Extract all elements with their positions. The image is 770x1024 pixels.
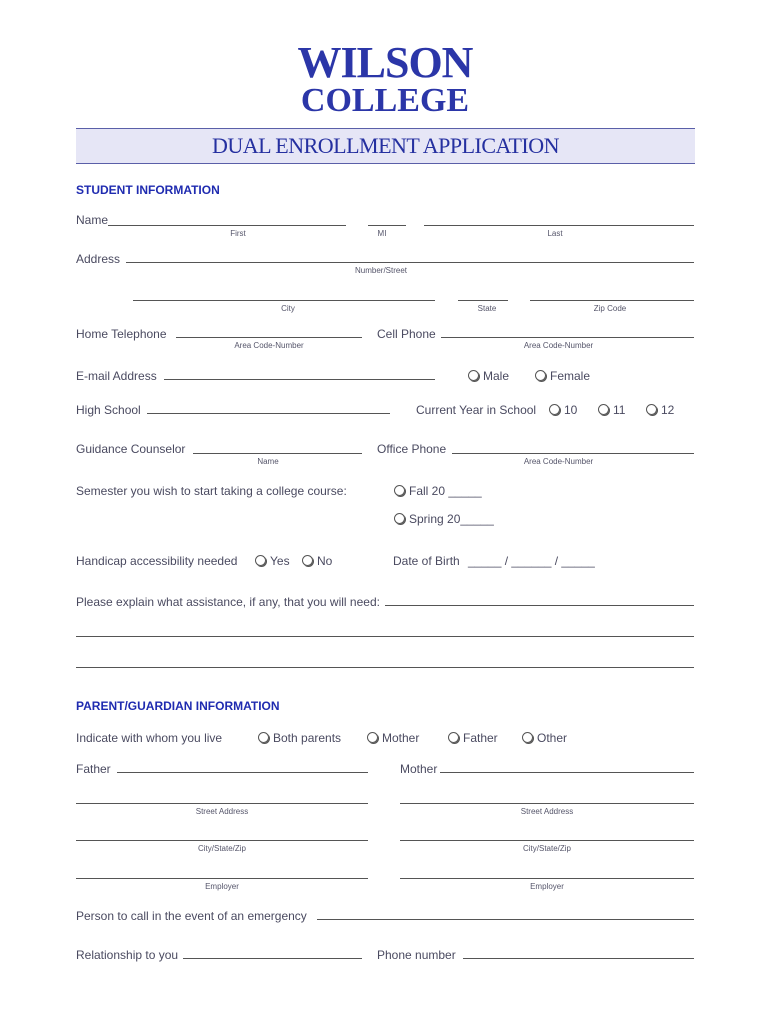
spring-radio[interactable] (394, 512, 494, 526)
number-street-sub: Number/Street (354, 266, 408, 275)
spring-label: Spring 20_____ (409, 512, 494, 526)
logo-wilson: WILSON (297, 38, 473, 87)
cell-area-sub: Area Code-Number (523, 341, 594, 350)
mother-csz-sub: City/State/Zip (522, 844, 571, 853)
email-label: E-mail Address (76, 369, 157, 383)
radio-circle-icon (302, 555, 313, 566)
father-name-field[interactable] (117, 772, 368, 773)
state-sub: State (477, 304, 497, 313)
explain-label: Please explain what assistance, if any, that you will need: (76, 595, 380, 609)
relationship-label: Relationship to you (76, 948, 179, 962)
mother-street-field[interactable] (400, 803, 694, 804)
office-area-sub: Area Code-Number (523, 457, 594, 466)
year-11-radio[interactable] (598, 403, 625, 417)
yes-label: Yes (270, 554, 290, 568)
radio-circle-icon (255, 555, 266, 566)
male-label: Male (483, 369, 510, 383)
father-employer-field[interactable] (76, 878, 368, 879)
email-field[interactable] (164, 379, 435, 380)
state-field[interactable] (458, 300, 508, 301)
radio-circle-icon (367, 732, 378, 743)
father-street-field[interactable] (76, 803, 368, 804)
mi-sub: MI (377, 229, 387, 238)
year-10-label: 10 (564, 403, 578, 417)
other-radio[interactable] (522, 731, 567, 745)
female-radio[interactable] (535, 369, 590, 383)
logo-college: COLLEGE (300, 82, 470, 119)
explain-field-2[interactable] (76, 636, 694, 637)
radio-circle-icon (522, 732, 533, 743)
student-section-title: STUDENT INFORMATION (76, 183, 220, 197)
relationship-field[interactable] (183, 958, 362, 959)
both-parents-radio[interactable] (258, 731, 341, 745)
last-name-field[interactable] (424, 225, 694, 226)
home-telephone-label: Home Telephone (76, 327, 167, 341)
page-title: DUAL ENROLLMENT APPLICATION (76, 128, 695, 164)
father-option-label: Father (463, 731, 498, 745)
radio-circle-icon (646, 404, 657, 415)
dob-label: Date of Birth (393, 554, 460, 568)
radio-circle-icon (535, 370, 546, 381)
live-with-label: Indicate with whom you live (76, 731, 223, 745)
female-label: Female (550, 369, 591, 383)
radio-circle-icon (549, 404, 560, 415)
handicap-no-radio[interactable] (302, 554, 332, 568)
mother-name-field[interactable] (440, 772, 694, 773)
zip-field[interactable] (530, 300, 694, 301)
mother-employer-field[interactable] (400, 878, 694, 879)
mother-label: Mother (400, 762, 438, 776)
phone-number-field[interactable] (463, 958, 694, 959)
mother-csz-field[interactable] (400, 840, 694, 841)
counselor-name-sub: Name (257, 457, 279, 466)
year-10-radio[interactable] (549, 403, 577, 417)
male-radio[interactable] (468, 369, 509, 383)
address-label: Address (76, 252, 121, 266)
first-sub: First (230, 229, 246, 238)
guidance-counselor-field[interactable] (193, 453, 362, 454)
other-option-label: Other (537, 731, 568, 745)
first-name-field[interactable] (108, 225, 346, 226)
office-phone-label: Office Phone (377, 442, 447, 456)
zip-sub: Zip Code (593, 304, 627, 313)
father-employer-sub: Employer (205, 882, 239, 891)
city-sub: City (281, 304, 295, 313)
explain-field-3[interactable] (76, 667, 694, 668)
mother-street-sub: Street Address (520, 807, 574, 816)
home-area-sub: Area Code-Number (234, 341, 304, 350)
parent-section-title: PARENT/GUARDIAN INFORMATION (76, 699, 280, 713)
emergency-field[interactable] (317, 919, 694, 920)
last-sub: Last (547, 229, 563, 238)
fall-label: Fall 20 _____ (409, 484, 482, 498)
handicap-label: Handicap accessibility needed (76, 554, 238, 568)
office-phone-field[interactable] (452, 453, 694, 454)
mi-field[interactable] (368, 225, 406, 226)
father-label: Father (76, 762, 111, 776)
high-school-field[interactable] (147, 413, 390, 414)
current-year-label: Current Year in School (416, 403, 537, 417)
street-field[interactable] (126, 262, 694, 263)
emergency-label: Person to call in the event of an emergency (76, 909, 307, 923)
radio-circle-icon (468, 370, 479, 381)
radio-circle-icon (258, 732, 269, 743)
name-label: Name (76, 213, 109, 227)
radio-circle-icon (448, 732, 459, 743)
father-street-sub: Street Address (195, 807, 249, 816)
semester-label: Semester you wish to start taking a college course: (76, 484, 347, 498)
both-parents-label: Both parents (273, 731, 342, 745)
no-label: No (317, 554, 333, 568)
city-field[interactable] (133, 300, 435, 301)
radio-circle-icon (598, 404, 609, 415)
cell-phone-label: Cell Phone (377, 327, 436, 341)
handicap-yes-radio[interactable] (255, 554, 290, 568)
cell-phone-field[interactable] (441, 337, 694, 338)
high-school-label: High School (76, 403, 141, 417)
guidance-counselor-label: Guidance Counselor (76, 442, 186, 456)
explain-field-1[interactable] (385, 605, 694, 606)
mother-radio[interactable] (367, 731, 419, 745)
father-csz-sub: City/State/Zip (197, 844, 246, 853)
mother-employer-sub: Employer (530, 882, 564, 891)
father-radio[interactable] (448, 731, 498, 745)
mother-option-label: Mother (382, 731, 420, 745)
year-11-label: 11 (613, 403, 626, 417)
father-csz-field[interactable] (76, 840, 368, 841)
phone-number-label: Phone number (377, 948, 456, 962)
dob-field[interactable]: _____ / ______ / _____ (468, 554, 595, 568)
radio-circle-icon (394, 485, 405, 496)
fall-radio[interactable] (394, 484, 482, 498)
radio-circle-icon (394, 513, 405, 524)
home-telephone-field[interactable] (176, 337, 362, 338)
year-12-label: 12 (661, 403, 675, 417)
year-12-radio[interactable] (646, 403, 674, 417)
